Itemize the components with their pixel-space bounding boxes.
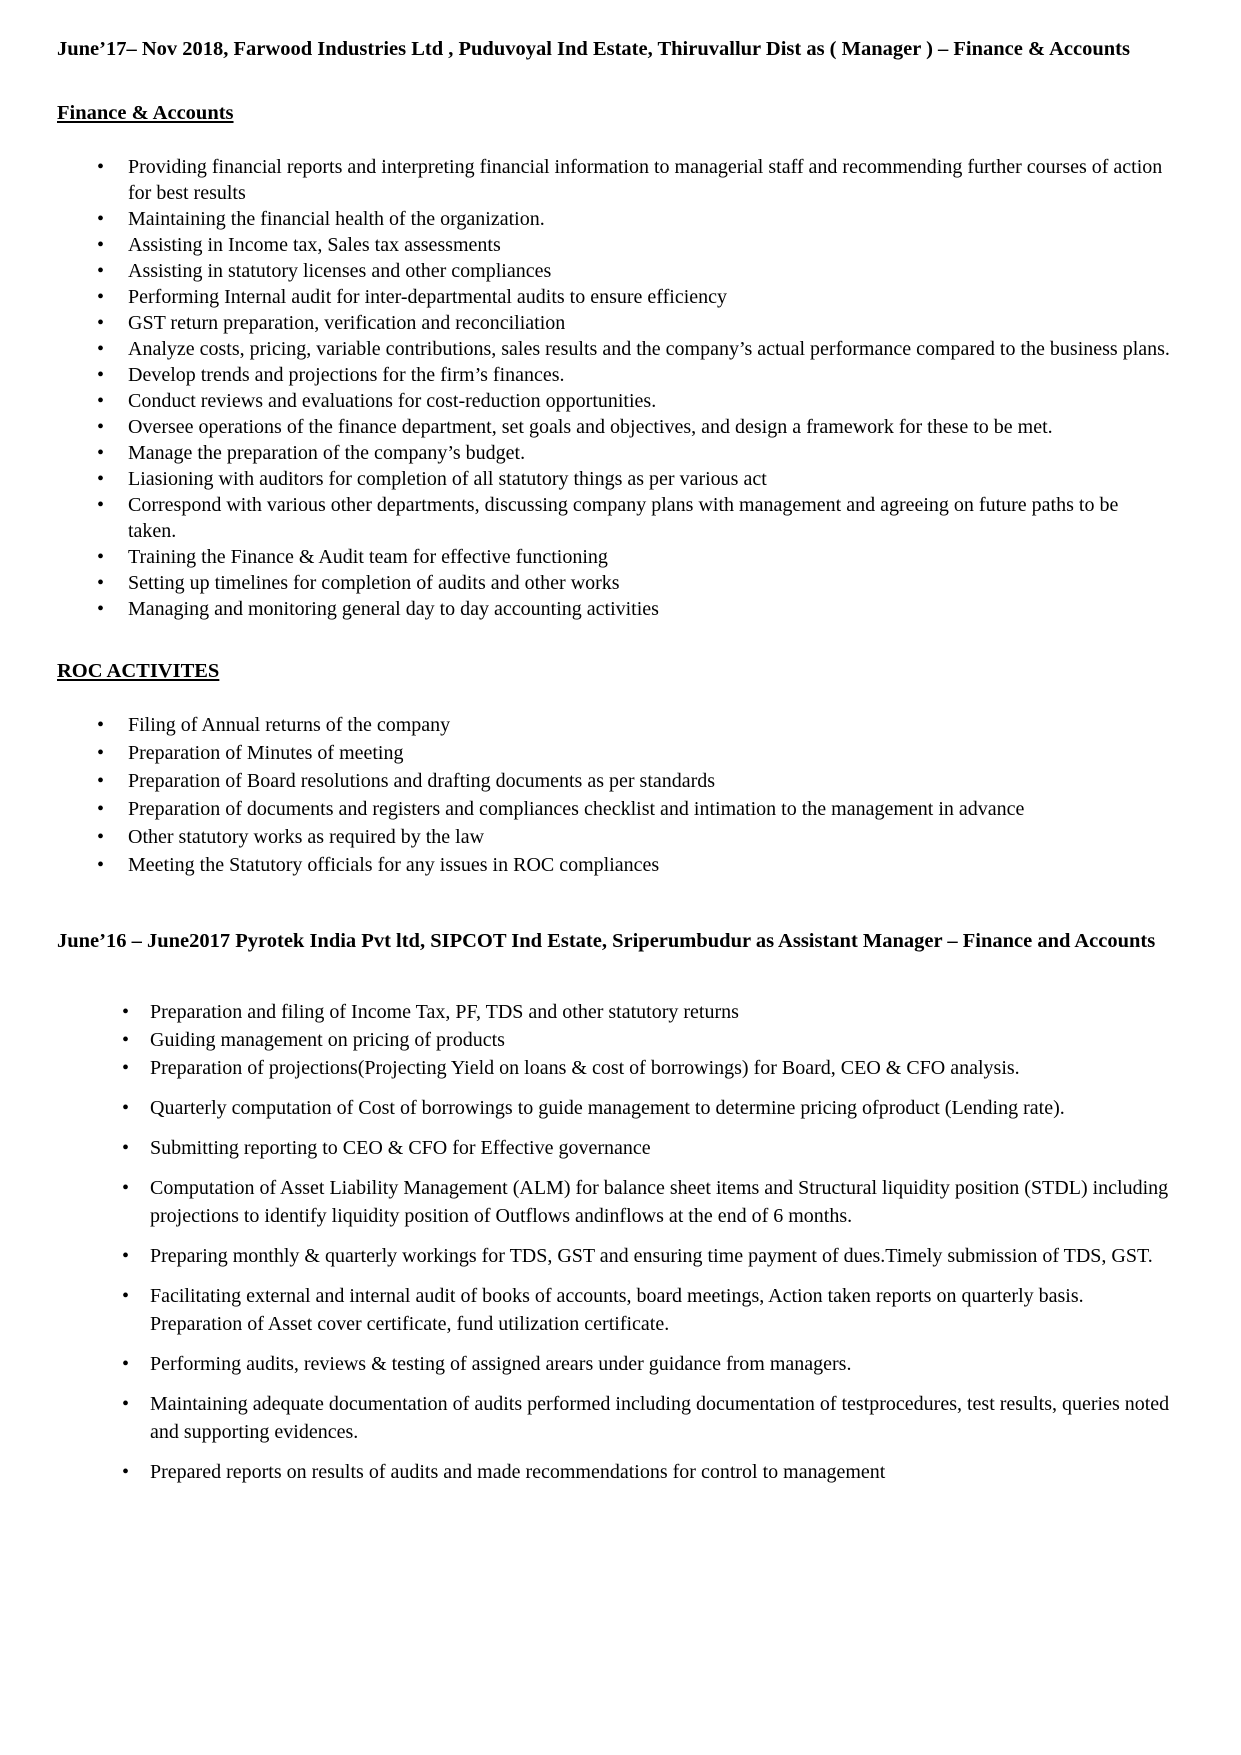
bullet-item: • Providing financial reports and interpreting financial information to managerial staff and recommending further courses of action for best results xyxy=(128,154,1170,206)
bullet-item: • Guiding management on pricing of products xyxy=(150,1026,1170,1054)
bullet-item: • Preparation of documents and registers and compliances checklist and intimation to the management in advance xyxy=(128,796,1170,822)
bullet-item: • Correspond with various other departments, discussing company plans with management and agreeing on future paths to be taken. xyxy=(128,492,1170,544)
roc-activities-heading: ROC ACTIVITES xyxy=(57,660,220,682)
bullet-item: • Manage the preparation of the company’s budget. xyxy=(128,440,1170,466)
bullet-item: • Preparation of Minutes of meeting xyxy=(128,740,1170,766)
bullet-item: • Performing audits, reviews & testing of assigned arears under guidance from managers. xyxy=(150,1350,1170,1378)
job1-header: June’17– Nov 2018, Farwood Industries Ltd , Puduvoyal Ind Estate, Thiruvallur Dist as ( Manager ) – Finance & Accounts xyxy=(57,38,1130,60)
bullet-item: • Quarterly computation of Cost of borrowings to guide management to determine pricing ofproduct (Lending rate). xyxy=(150,1094,1170,1122)
bullet-item: • Meeting the Statutory officials for any issues in ROC compliances xyxy=(128,852,1170,878)
bullet-item: • Preparation of Board resolutions and drafting documents as per standards xyxy=(128,768,1170,794)
finance-accounts-list xyxy=(57,154,1170,622)
bullet-item: • Maintaining the financial health of the organization. xyxy=(128,206,1170,232)
bullet-item: • Other statutory works as required by the law xyxy=(128,824,1170,850)
bullet-item: • Assisting in Income tax, Sales tax assessments xyxy=(128,232,1170,258)
bullet-item: • Computation of Asset Liability Management (ALM) for balance sheet items and Structural liquidity position (STDL) including projections to identify liquidity position of Outflows andinflows at the end of 6 months. xyxy=(150,1174,1170,1230)
bullet-item: • Conduct reviews and evaluations for cost-reduction opportunities. xyxy=(128,388,1170,414)
job2-header: June’16 – June2017 Pyrotek India Pvt ltd, SIPCOT Ind Estate, Sriperumbudur as Assistant Manager – Finance and Accounts xyxy=(57,930,1156,952)
bullet-item: • Develop trends and projections for the firm’s finances. xyxy=(128,362,1170,388)
bullet-item: • Prepared reports on results of audits and made recommendations for control to management xyxy=(150,1458,1170,1486)
bullet-item: • Preparation of projections(Projecting Yield on loans & cost of borrowings) for Board, CEO & CFO analysis. xyxy=(150,1054,1170,1082)
bullet-item: • Facilitating external and internal audit of books of accounts, board meetings, Action taken reports on quarterly basis. Preparation of Asset cover certificate, fund utilization certificate. xyxy=(150,1282,1170,1338)
bullet-item: • Analyze costs, pricing, variable contributions, sales results and the company’s actual performance compared to the business plans. xyxy=(128,336,1170,362)
bullet-item: • GST return preparation, verification and reconciliation xyxy=(128,310,1170,336)
finance-accounts-heading: Finance & Accounts xyxy=(57,102,234,124)
bullet-item: • Preparing monthly & quarterly workings for TDS, GST and ensuring time payment of dues.Timely submission of TDS, GST. xyxy=(150,1242,1170,1270)
bullet-item: • Training the Finance & Audit team for effective functioning xyxy=(128,544,1170,570)
bullet-item: • Managing and monitoring general day to day accounting activities xyxy=(128,596,1170,622)
bullet-item: • Liasioning with auditors for completion of all statutory things as per various act xyxy=(128,466,1170,492)
bullet-item: • Oversee operations of the finance department, set goals and objectives, and design a framework for these to be met. xyxy=(128,414,1170,440)
bullet-item: • Filing of Annual returns of the company xyxy=(128,712,1170,738)
bullet-item: • Performing Internal audit for inter-departmental audits to ensure efficiency xyxy=(128,284,1170,310)
roc-activities-list xyxy=(57,712,1170,878)
bullet-item: • Preparation and filing of Income Tax, PF, TDS and other statutory returns xyxy=(150,998,1170,1026)
bullet-item: • Submitting reporting to CEO & CFO for Effective governance xyxy=(150,1134,1170,1162)
bullet-item: • Setting up timelines for completion of audits and other works xyxy=(128,570,1170,596)
bullet-item: • Maintaining adequate documentation of audits performed including documentation of testprocedures, test results, queries noted and supporting evidences. xyxy=(150,1390,1170,1446)
job2-duties-list xyxy=(57,998,1170,1486)
bullet-item: • Assisting in statutory licenses and other compliances xyxy=(128,258,1170,284)
